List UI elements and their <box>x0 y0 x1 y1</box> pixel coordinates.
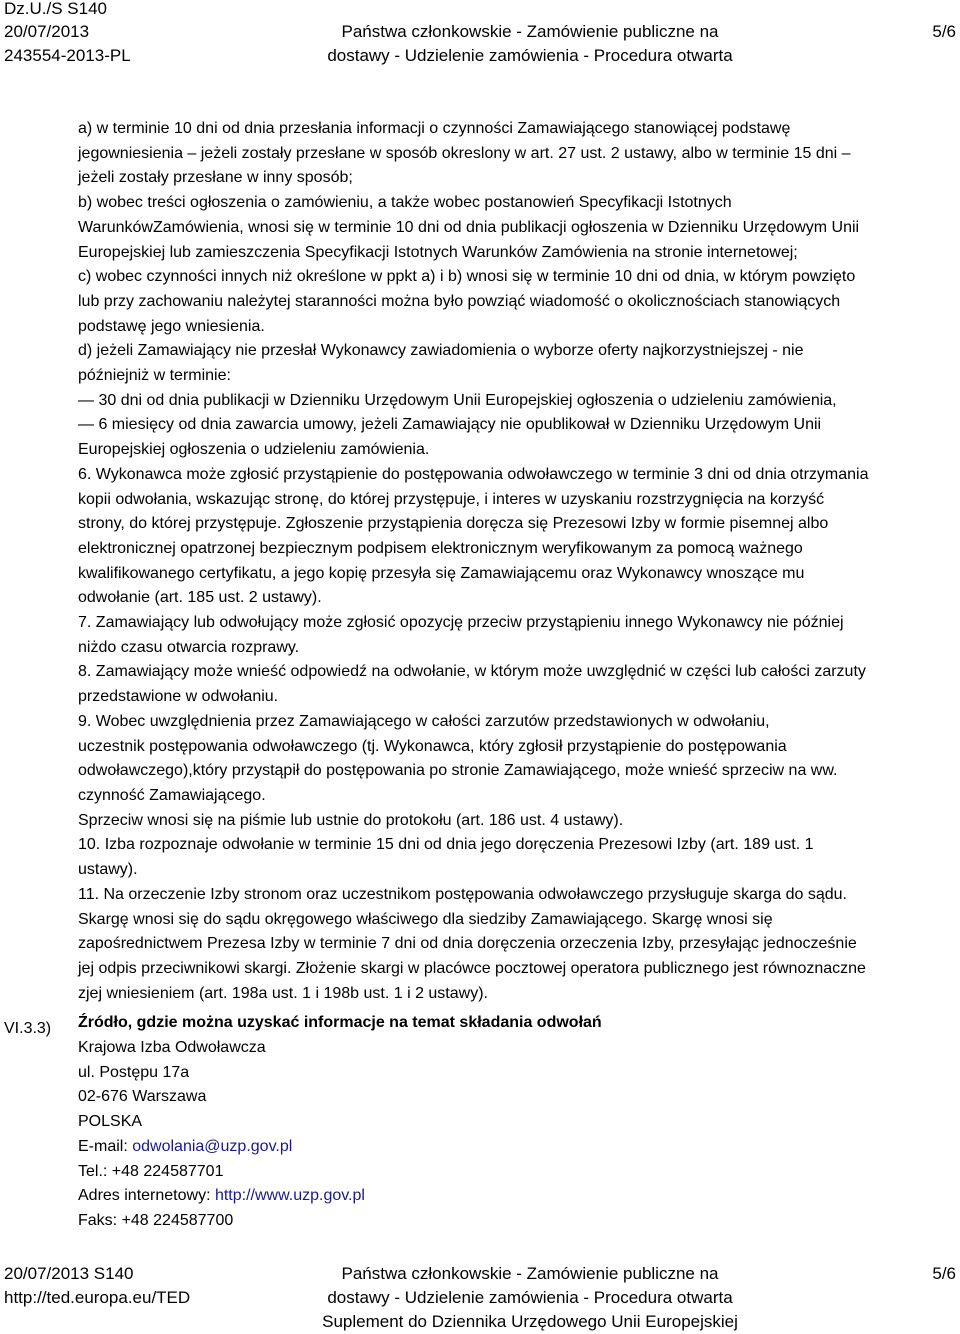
footer-title-line1: Państwa członkowskie - Zamówienie publiczne na <box>341 1264 719 1283</box>
body-line: kwalifikowanego certyfikatu, a jego kopię przesyła się Zamawiającemu oraz Wykonawcy wnoszące mu <box>78 564 805 582</box>
body-line: Sprzeciw wnosi się na piśmie lub ustnie do protokołu (art. 186 ust. 4 ustawy). <box>78 811 624 829</box>
section-label: VI.3.3) <box>4 1020 52 1037</box>
body-line: 7. Zamawiający lub odwołujący może zgłosić opozycję przeciw przystąpieniu innego Wykonawcy nie później <box>78 614 844 632</box>
body-line: zapośrednictwem Prezesa Izby w terminie 7 dni od dnia doręczenia orzeczenia Izby, przesyłając jednocześnie <box>78 935 857 953</box>
web-label: Adres internetowy: <box>78 1187 215 1205</box>
body-line: uczestnik postępowania odwoławczego (tj. Wykonawca, który zgłosił przystąpienie do postępowania <box>78 737 787 755</box>
body-line: a) w terminie 10 dni od dnia przesłania informacji o czynności Zamawiającego stanowiącej podstawę <box>78 120 791 137</box>
body-line: czynność Zamawiającego. <box>78 786 266 804</box>
header-doc-id: 243554-2013-PL <box>4 46 131 65</box>
org-tel: Tel.: +48 224587701 <box>78 1162 224 1180</box>
body-line: strony, do której przystępuje. Zgłoszenie przystąpienia doręcza się Prezesowi Izby w formie pisemnej albo <box>78 515 829 533</box>
org-email-row <box>78 1135 958 1160</box>
web-link[interactable]: http://www.uzp.gov.pl <box>214 1187 365 1205</box>
body-line: lub przy zachowaniu należytej staranności można było powziąć wiadomość o okolicznościach stanowiących <box>78 292 841 310</box>
body-line: podstawę jego wniesienia. <box>78 317 265 335</box>
body-line: jej odpis przeciwnikowi skargi. Złożenie skargi w placówce pocztowej operatora publicznego jest równoznaczne <box>78 959 866 977</box>
body-line: zjej wniesieniem (art. 198a ust. 1 i 198b ust. 1 i 2 ustawy). <box>78 984 488 1002</box>
body-line: b) wobec treści ogłoszenia o zamówieniu, a także wobec postanowień Specyfikacji Istotnych <box>78 194 732 212</box>
header-date: 20/07/2013 <box>4 22 90 41</box>
body-line: elektronicznej opatrzonej bezpiecznym podpisem elektronicznym weryfikowanym za pomocą ważnego <box>78 539 803 557</box>
org-name: Krajowa Izba Odwoławcza <box>78 1039 266 1057</box>
body-line: Europejskiej ogłoszenia o udzieleniu zamówienia. <box>78 441 430 459</box>
body-line: niżdo czasu otwarcia rozprawy. <box>78 638 300 656</box>
org-web-row <box>78 1184 958 1209</box>
email-label: E-mail: <box>78 1137 133 1155</box>
body-line: jeżeli zostały przesłane w inny sposób; <box>78 169 353 187</box>
body-line: jegowniesienia – jeżeli zostały przesłane w sposób okreslony w art. 27 ust. 2 ustawy, albo w terminie 15 dni – <box>78 144 851 162</box>
body-line: 8. Zamawiający może wnieść odpowiedź na odwołanie, w którym może uwzględnić w części lub całości zarzuty <box>78 663 866 681</box>
header-journal: Dz.U./S S140 <box>4 0 107 18</box>
body-line: 11. Na orzeczenie Izby stronom oraz uczestnikom postępowania odwoławczego przysługuje skarga do sądu. <box>78 885 847 903</box>
body-line: — 30 dni od dnia publikacji w Dzienniku Urzędowym Unii Europejskiej ogłoszenia o udzieleniu zamówienia, <box>78 391 837 409</box>
body-line: Skargę wnosi się do sądu okręgowego właściwego dla siedziby Zamawiającego. Skargę wnosi się <box>78 910 773 928</box>
body-line: Europejskiej lub zamieszczenia Specyfikacji Istotnych Warunków Zamówienia na stronie internetowej; <box>78 243 798 261</box>
footer-page-number: 5/6 <box>932 1264 956 1283</box>
body-line: — 6 miesięcy od dnia zawarcia umowy, jeżeli Zamawiający nie opublikował w Dzienniku Urzędowym Unii <box>78 416 822 434</box>
org-fax: Faks: +48 224587700 <box>78 1211 234 1229</box>
header-page-number: 5/6 <box>932 22 956 41</box>
body-line: 10. Izba rozpoznaje odwołanie w terminie 15 dni od dnia jego doręczenia Prezesowi Izby (art. 189 ust. 1 <box>78 836 814 854</box>
body-line: odwołanie (art. 185 ust. 2 ustawy). <box>78 589 322 607</box>
header-title-line1: Państwa członkowskie - Zamówienie publiczne na <box>341 22 719 41</box>
body-line: WarunkówZamówienia, wnosi się w terminie 10 dni od dnia publikacji ogłoszenia w Dzienniku Urzędowym Unii <box>78 218 860 236</box>
body-line: odwoławczego),który przystąpił do postępowania po stronie Zamawiającego, może wnieść sprzeciw na ww. <box>78 762 838 780</box>
header-title-line2: dostawy - Udzielenie zamówienia - Procedura otwarta <box>327 46 733 65</box>
section-heading: Źródło, gdzie można uzyskać informacje na temat składania odwołań <box>78 1014 602 1032</box>
footer-url[interactable]: http://ted.europa.eu/TED <box>4 1288 191 1307</box>
body-line: ustawy). <box>78 861 138 879</box>
email-link[interactable]: odwolania@uzp.gov.pl <box>132 1137 293 1155</box>
footer-title-line3: Suplement do Dziennika Urzędowego Unii Europejskiej <box>322 1312 738 1331</box>
body-line: 9. Wobec uwzględnienia przez Zamawiającego w całości zarzutów przedstawionych w odwołaniu, <box>78 712 770 730</box>
org-city: 02-676 Warszawa <box>78 1088 207 1106</box>
footer-title-line2: dostawy - Udzielenie zamówienia - Procedura otwarta <box>327 1288 733 1307</box>
review-procedure-body <box>78 117 958 1234</box>
body-line: przedstawione w odwołaniu. <box>78 688 279 706</box>
org-street: ul. Postępu 17a <box>78 1063 190 1081</box>
body-line: kopii odwołania, wskazując stronę, do której przystępuje, i interes w uzyskaniu rozstrzygnięcia na korzyść <box>78 490 825 508</box>
body-line: d) jeżeli Zamawiający nie przesłał Wykonawcy zawiadomienia o wyborze oferty najkorzystniejszej - nie <box>78 342 804 360</box>
footer-date-ref: 20/07/2013 S140 <box>4 1264 134 1283</box>
body-line: 6. Wykonawca może zgłosić przystąpienie do postępowania odwoławczego w terminie 3 dni od dnia otrzymania <box>78 465 869 483</box>
body-line: c) wobec czynności innych niż określone w ppkt a) i b) wnosi się w terminie 10 dni od dnia, w którym powzięto <box>78 268 856 286</box>
body-line: późniejniż w terminie: <box>78 367 231 385</box>
org-country: POLSKA <box>78 1113 143 1131</box>
